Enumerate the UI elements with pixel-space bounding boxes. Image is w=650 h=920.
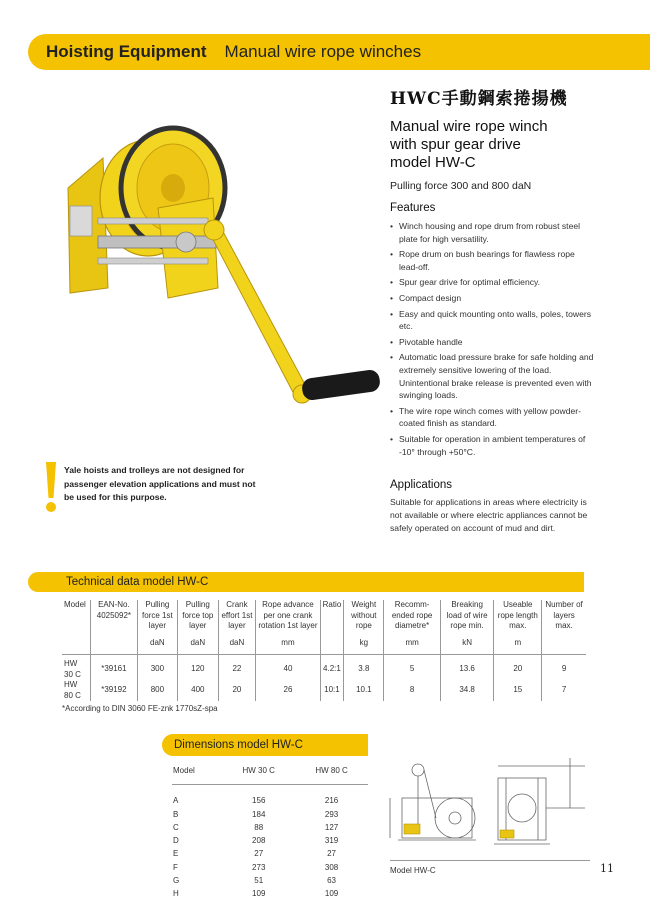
cell: C	[173, 822, 179, 832]
technical-footnote: *According to DIN 3060 FE-znk 1770sZ-spa	[62, 704, 218, 713]
col-header: EAN-No. 4025092*	[91, 600, 138, 638]
cell: 20	[494, 655, 542, 681]
table-row	[172, 874, 368, 887]
col-header: Recomm-ended rope diametre*	[384, 600, 440, 638]
unit-cell	[62, 638, 91, 655]
cell: 10:1	[320, 680, 344, 701]
cell: 208	[252, 836, 266, 846]
col-header: HW 80 C	[295, 764, 368, 785]
table-header-row	[62, 600, 586, 638]
col-header: Model	[172, 764, 222, 785]
unit-cell: mm	[256, 638, 320, 655]
cell: 3.8	[344, 655, 384, 681]
cell: 109	[252, 889, 266, 899]
table-row	[172, 821, 368, 834]
col-header: Ratio	[320, 600, 344, 638]
feature-item: • Winch housing and rope drum from robust steel plate for high versatility.	[390, 220, 595, 245]
table-row	[172, 887, 368, 900]
pulling-force-text: Pulling force 300 and 800 daN	[390, 180, 532, 192]
cell: 34.8	[440, 680, 494, 701]
product-title-line: model HW-C	[390, 154, 476, 171]
col-header: Breaking load of wire rope min.	[440, 600, 494, 638]
cell: 22	[218, 655, 256, 681]
warning-text: Yale hoists and trolleys are not designed for passenger elevation applications and must not be used for this purpose.	[64, 465, 256, 502]
cell: 319	[324, 836, 339, 846]
table-row	[62, 680, 586, 701]
cell: 8	[384, 680, 440, 701]
cell: 273	[252, 862, 266, 872]
cell: H	[173, 889, 179, 899]
cell: D	[173, 836, 179, 846]
cell: 156	[252, 796, 266, 806]
col-header: Crank effort 1st layer	[218, 600, 256, 638]
cell: G	[173, 876, 180, 886]
cell: 216	[324, 796, 339, 806]
cell: 15	[494, 680, 542, 701]
section-subtitle: Manual wire rope winches	[224, 42, 422, 61]
table-row	[172, 785, 368, 808]
col-header: Model	[64, 600, 86, 609]
unit-cell: m	[494, 638, 542, 655]
page-number: 11	[600, 862, 614, 875]
product-title-line: with spur gear drive	[390, 136, 521, 153]
cell: 400	[178, 680, 218, 701]
product-title-line: Manual wire rope winch	[390, 118, 548, 135]
table-row	[172, 808, 368, 821]
feature-item: • Pivotable handle	[390, 336, 595, 349]
cell: 88	[254, 822, 264, 832]
technical-data-heading: Technical data model HW-C	[66, 576, 209, 588]
dimensions-heading-bar	[162, 734, 368, 756]
feature-item: • The wire rope winch comes with yellow powder-coated finish as standard.	[390, 405, 595, 430]
figure-caption: Model HW-C	[390, 866, 436, 875]
cell: 20	[218, 680, 256, 701]
caption-rule	[390, 860, 590, 861]
section-header-bar	[28, 34, 650, 70]
cell: 127	[324, 822, 339, 832]
cell: 27	[327, 849, 337, 859]
feature-item: • Suitable for operation in ambient temperatures of -10° through +50°C.	[390, 433, 595, 458]
cell: 109	[324, 889, 339, 899]
dimension-drawing	[380, 748, 600, 856]
chinese-product-title: HWC手動鋼索捲揚機	[390, 89, 568, 109]
unit-cell	[542, 638, 586, 655]
unit-cell: daN	[218, 638, 256, 655]
cell: 5	[384, 655, 440, 681]
cell: A	[173, 796, 179, 806]
table-header-row	[172, 764, 368, 785]
feature-item: • Compact design	[390, 292, 595, 305]
cell: 51	[254, 876, 264, 886]
cell: E	[173, 849, 179, 859]
cell: HW 80 C	[64, 680, 81, 700]
winch-photo	[58, 118, 388, 418]
feature-item: • Rope drum on bush bearings for flawless rope lead-off.	[390, 248, 595, 273]
dimensions-heading: Dimensions model HW-C	[174, 739, 303, 751]
cell: 27	[254, 849, 264, 859]
dimensions-table	[172, 764, 368, 901]
cell: 4.2:1	[320, 655, 344, 681]
technical-data-heading-bar	[28, 572, 584, 592]
col-header: Useable rope length max.	[494, 600, 542, 638]
unit-cell	[91, 638, 138, 655]
cell: 120	[178, 655, 218, 681]
section-category: Hoisting Equipment	[46, 42, 207, 61]
applications-text: Suitable for applications in areas where electricity is not available or where electric appliances cannot be safely operated on account of mud and dirt.	[390, 497, 588, 533]
cell: B	[173, 809, 179, 819]
cell: *39192	[91, 680, 138, 701]
col-header: Weight without rope	[344, 600, 384, 638]
unit-cell: mm	[384, 638, 440, 655]
cell: 7	[542, 680, 586, 701]
unit-cell: daN	[178, 638, 218, 655]
cell: 300	[137, 655, 177, 681]
cell: 308	[324, 862, 339, 872]
cell: 26	[256, 680, 320, 701]
unit-cell: daN	[137, 638, 177, 655]
cell: 10.1	[344, 680, 384, 701]
col-header: HW 30 C	[222, 764, 295, 785]
cell: *39161	[91, 655, 138, 681]
features-heading: Features	[390, 202, 436, 214]
cell: HW 30 C	[62, 655, 91, 681]
feature-item: • Spur gear drive for optimal efficiency.	[390, 276, 595, 289]
col-header: Pulling force 1st layer	[137, 600, 177, 638]
cell: 800	[137, 680, 177, 701]
cell: 9	[542, 655, 586, 681]
cell: 293	[324, 809, 339, 819]
unit-cell	[320, 638, 344, 655]
technical-data-table	[62, 600, 586, 701]
units-row	[62, 638, 586, 655]
product-title	[390, 118, 630, 172]
applications-heading: Applications	[390, 479, 453, 491]
cell: F	[173, 862, 178, 872]
cell: 63	[327, 876, 337, 886]
table-row	[172, 847, 368, 860]
unit-cell: kN	[440, 638, 494, 655]
exclamation-icon	[44, 462, 58, 514]
cell: 13.6	[440, 655, 494, 681]
cell: 184	[252, 809, 266, 819]
feature-item: • Easy and quick mounting onto walls, poles, towers etc.	[390, 308, 595, 333]
cell: 40	[256, 655, 320, 681]
col-header: Rope advance per one crank rotation 1st layer	[256, 600, 320, 638]
table-row	[62, 655, 586, 681]
table-row	[172, 834, 368, 847]
features-list	[390, 220, 595, 461]
unit-cell: kg	[344, 638, 384, 655]
col-header: Number of layers max.	[542, 600, 586, 638]
table-row	[172, 861, 368, 874]
feature-item: • Automatic load pressure brake for safe holding and extremely sensitive lowering of the load. Unintentional brake release is prevented even with swinging loads.	[390, 351, 595, 401]
col-header: Pulling force top layer	[178, 600, 218, 638]
